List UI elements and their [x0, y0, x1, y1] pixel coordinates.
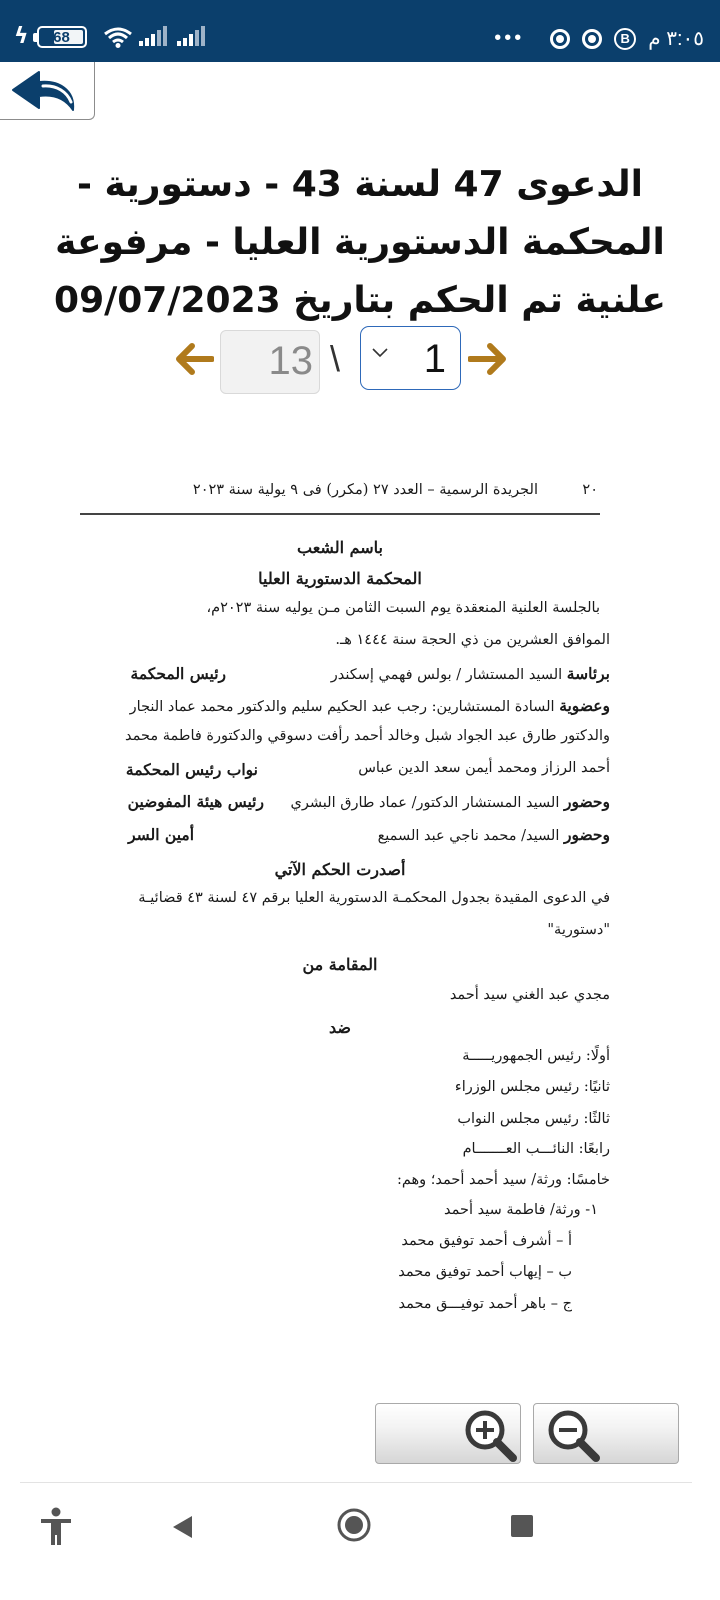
- presidency-role: رئيس المحكمة: [130, 664, 226, 683]
- page-select[interactable]: [360, 326, 461, 390]
- back-button[interactable]: [0, 62, 95, 120]
- attendance-2-text: السيد/ محمد ناجي عبد السميع: [377, 828, 560, 844]
- plaintiff-name: مجدي عبد الغني سيد أحمد: [449, 987, 610, 1003]
- battery-icon: [37, 26, 87, 48]
- defendant-item: ج – باهر أحمد توفيـــق محمد: [398, 1296, 572, 1312]
- verdict-heading: أصدرت الحكم الآتي: [274, 860, 406, 879]
- zoom-in-button[interactable]: [375, 1403, 521, 1464]
- attendance-1-label: وحضور: [563, 792, 610, 811]
- defendant-item: ١- ورثة/ فاطمة سيد أحمد: [443, 1202, 598, 1218]
- membership-text-1: السادة المستشارين: رجب عبد الحكيم سليم والدكتور محمد عماد النجار: [129, 699, 555, 715]
- attendance-line-2: [378, 825, 610, 844]
- session-line-2: الموافق العشرين من ذي الحجة سنة ١٤٤٤ هـ.: [335, 632, 610, 648]
- case-line-1: في الدعوى المقيدة بجدول المحكمـة الدستورية العليا برقم ٤٧ لسنة ٤٣ قضائيـة: [138, 890, 610, 906]
- total-pages: 13: [268, 339, 313, 383]
- against-heading: ضد: [329, 1018, 351, 1037]
- b-app-icon: B: [614, 28, 636, 50]
- membership-line-2: والدكتور طارق عبد الجواد شبل وخالد أحمد رأفت دسوقي والدكتورة فاطمة محمد: [125, 728, 610, 744]
- status-left: [14, 26, 209, 48]
- chrome-icon: [582, 29, 602, 49]
- in-the-name-heading: باسم الشعب: [297, 538, 383, 557]
- zoom-out-icon: [540, 1408, 600, 1462]
- clock: ٣:٠٥ م: [648, 28, 704, 50]
- filed-by-heading: المقامة من: [302, 955, 378, 974]
- wifi-icon: [103, 26, 133, 48]
- defendant-item: ب – إيهاب أحمد توفيق محمد: [398, 1264, 572, 1280]
- zoom-out-button[interactable]: [533, 1403, 679, 1464]
- page-navigator: [170, 326, 520, 392]
- attendance-line-1: [291, 792, 610, 811]
- presidency-line: [331, 664, 610, 683]
- presidency-text: السيد المستشار / بولس فهمي إسكندر: [330, 667, 563, 683]
- home-icon[interactable]: [336, 1507, 372, 1543]
- status-bar: [0, 0, 720, 62]
- defendant-item: رابعًا: النائـــب العـــــــام: [462, 1141, 610, 1157]
- more-notifications-icon: •••: [494, 27, 525, 49]
- defendant-item: ثانيًا: رئيس مجلس الوزراء: [454, 1079, 610, 1095]
- signal-icon: [139, 26, 171, 48]
- nav-back-icon[interactable]: [170, 1514, 194, 1540]
- attendance-2-role: أمين السر: [128, 825, 194, 844]
- back-arrow-icon: [5, 64, 85, 116]
- arrow-right-icon[interactable]: [468, 342, 508, 376]
- accessibility-icon[interactable]: [38, 1507, 74, 1547]
- connectivity-icons: [103, 26, 209, 48]
- status-right: [494, 26, 704, 51]
- session-line-1: بالجلسة العلنية المنعقدة يوم السبت الثامن مـن يوليه سنة ٢٠٢٣م،: [206, 600, 600, 616]
- membership-line-3: أحمد الرزاز ومحمد أيمن سعد الدين عباس: [358, 760, 610, 776]
- signal-icon: [177, 26, 209, 48]
- defendant-item: أولًا: رئيس الجمهوريـــــة: [462, 1048, 610, 1064]
- doc-page-number: ٢٠: [582, 482, 598, 498]
- gazette-header: [80, 478, 600, 508]
- gazette-title: الجريدة الرسمية – العدد ٢٧ (مكرر) فى ٩ يولية سنة ٢٠٢٣: [192, 482, 538, 498]
- system-nav-bar: [0, 1483, 720, 1600]
- defendant-item: خامسًا: ورثة/ سيد أحمد أحمد؛ وهم:: [396, 1172, 610, 1188]
- attendance-1-role: رئيس هيئة المفوضين: [127, 792, 264, 811]
- chrome-icon: [550, 29, 570, 49]
- zoom-in-icon: [461, 1408, 521, 1462]
- total-pages-box: [220, 330, 320, 394]
- presidency-label: برئاسة: [566, 664, 610, 683]
- current-page: 1: [423, 337, 446, 381]
- case-line-2: "دستورية": [547, 922, 610, 938]
- membership-role: نواب رئيس المحكمة: [125, 760, 258, 779]
- court-heading: المحكمة الدستورية العليا: [258, 569, 422, 588]
- arrow-left-icon[interactable]: [174, 342, 214, 376]
- defendant-item: أ – أشرف أحمد توفيق محمد: [401, 1233, 572, 1249]
- case-title: الدعوى 47 لسنة 43 - دستورية - المحكمة الدستورية العليا - مرفوعة علنية تم الحكم بتاريخ 09/07/2023: [54, 164, 666, 321]
- recents-icon[interactable]: [511, 1515, 533, 1537]
- attendance-2-label: وحضور: [563, 825, 610, 844]
- page-separator: \: [330, 338, 341, 379]
- charging-icon: ϟ: [14, 24, 29, 49]
- header-divider: [80, 513, 600, 515]
- battery-percent: 68: [53, 28, 70, 46]
- defendant-item: ثالثًا: رئيس مجلس النواب: [457, 1111, 610, 1127]
- membership-line-1: [130, 696, 610, 715]
- chevron-down-icon: [371, 347, 389, 359]
- attendance-1-text: السيد المستشار الدكتور/ عماد طارق البشري: [290, 795, 560, 811]
- membership-label: وعضوية: [559, 696, 610, 715]
